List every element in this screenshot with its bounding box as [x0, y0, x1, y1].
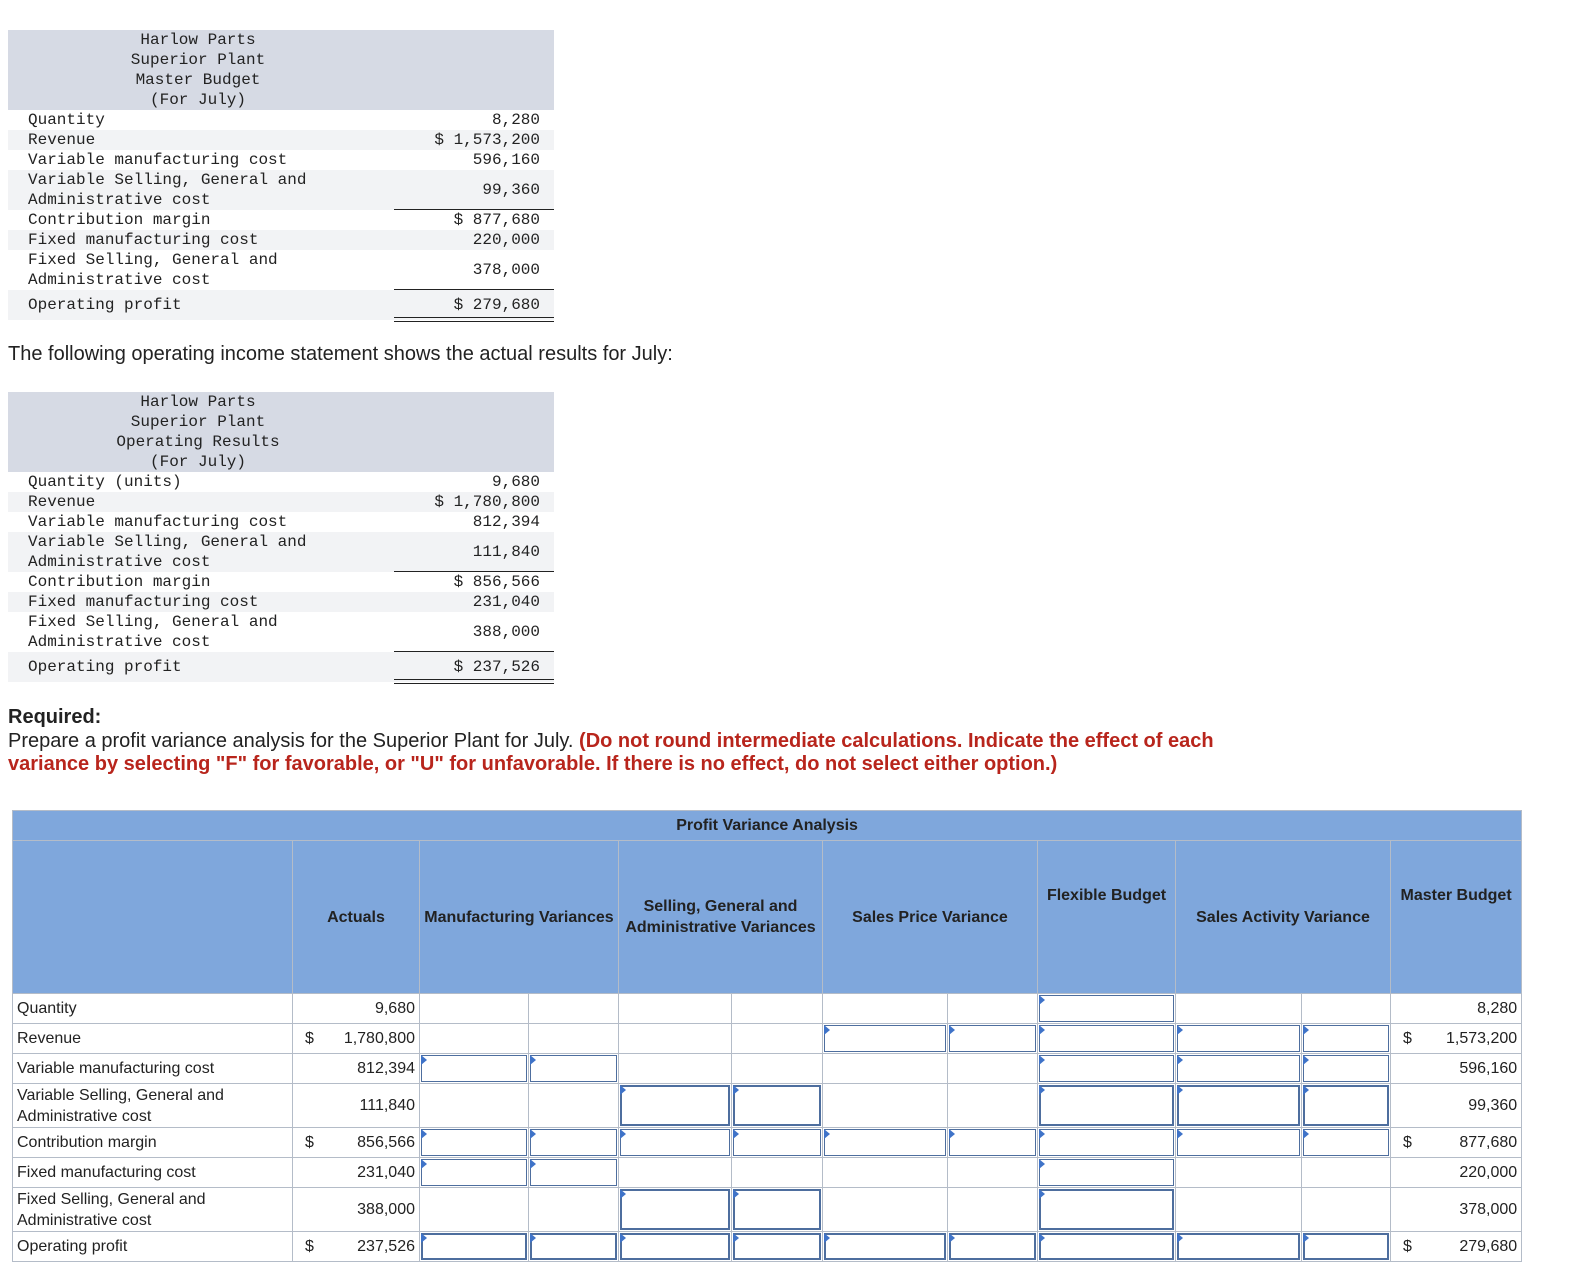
plant-name: Superior Plant	[130, 51, 266, 69]
manufacturing-fu-select[interactable]	[529, 1232, 619, 1262]
row-label: Contribution margin	[13, 1128, 293, 1158]
actual-value: 231,040	[327, 1158, 420, 1188]
master-sign: $	[1391, 1128, 1425, 1158]
sales-activity-variance-input[interactable]	[1176, 1024, 1302, 1054]
sales-price-variance-input[interactable]	[823, 1024, 948, 1054]
master-sign	[1391, 1158, 1425, 1188]
table-row	[13, 1128, 1522, 1158]
flexible-budget-input[interactable]	[1038, 1188, 1176, 1232]
statement-header	[8, 30, 388, 110]
table-row	[13, 1054, 1522, 1084]
table-title: Profit Variance Analysis	[13, 811, 1522, 841]
sga-fu-select[interactable]	[732, 1128, 823, 1158]
statement-row: Quantity 8,280	[28, 111, 540, 129]
col-sga-variances: Selling, General and Administrative Variances	[619, 841, 823, 994]
master-value: 220,000	[1425, 1158, 1522, 1188]
sales-price-fu-select[interactable]	[948, 1232, 1038, 1262]
manufacturing-fu-select[interactable]	[529, 1128, 619, 1158]
flexible-budget-input[interactable]	[1038, 1084, 1176, 1128]
statement-row: Variable manufacturing cost 812,394	[28, 513, 540, 531]
actual-sign: $	[293, 1232, 327, 1262]
intro-text: The following operating income statement shows the actual results for July:	[8, 343, 673, 365]
manufacturing-fu-select[interactable]	[529, 1158, 619, 1188]
statement-header	[8, 392, 388, 472]
table-row	[13, 1158, 1522, 1188]
sga-fu-select[interactable]	[732, 1188, 823, 1232]
statement-row: Operating profit $ 237,526	[8, 652, 554, 682]
manufacturing-variance-input[interactable]	[420, 1054, 529, 1084]
col-sales-activity-variance: Sales Activity Variance	[1176, 841, 1391, 994]
sales-price-fu-select[interactable]	[948, 1128, 1038, 1158]
master-budget-statement	[8, 30, 554, 320]
col-master-budget: Master Budget	[1391, 841, 1522, 994]
statement-row: Fixed manufacturing cost 231,040	[8, 592, 554, 612]
table-row	[13, 1084, 1522, 1128]
actual-sign	[293, 1158, 327, 1188]
actual-sign	[293, 1084, 327, 1128]
sales-activity-variance-input[interactable]	[1176, 1084, 1302, 1128]
actual-value: 111,840	[327, 1084, 420, 1128]
flexible-budget-input[interactable]	[1038, 1128, 1176, 1158]
sga-variance-input[interactable]	[619, 1232, 732, 1262]
row-label: Revenue	[13, 1024, 293, 1054]
sga-variance-input[interactable]	[619, 1128, 732, 1158]
master-value: 279,680	[1425, 1232, 1522, 1262]
col-manufacturing-variances: Manufacturing Variances	[420, 841, 619, 994]
flexible-budget-input[interactable]	[1038, 1024, 1176, 1054]
statement-title: Operating Results	[116, 433, 280, 451]
master-value: 378,000	[1425, 1188, 1522, 1232]
statement-row: Quantity (units) 9,680	[28, 473, 540, 491]
sga-fu-select[interactable]	[732, 1084, 823, 1128]
actual-value: 237,526	[327, 1232, 420, 1262]
table-row	[13, 994, 1522, 1024]
statement-period: (For July)	[149, 453, 246, 471]
statement-row: Revenue $ 1,573,200	[8, 130, 554, 150]
actual-value: 856,566	[327, 1128, 420, 1158]
col-flexible-budget: Flexible Budget	[1038, 841, 1176, 994]
table-row	[13, 1188, 1522, 1232]
actual-value: 9,680	[327, 994, 420, 1024]
row-label: Operating profit	[13, 1232, 293, 1262]
manufacturing-variance-input[interactable]	[420, 1158, 529, 1188]
sales-price-variance-input[interactable]	[823, 1232, 948, 1262]
sales-activity-fu-select[interactable]	[1302, 1084, 1391, 1128]
col-sales-price-variance: Sales Price Variance	[823, 841, 1038, 994]
actual-value: 812,394	[327, 1054, 420, 1084]
statement-row: Variable manufacturing cost 596,160	[28, 151, 540, 169]
sales-activity-variance-input[interactable]	[1176, 1232, 1302, 1262]
actual-value: 1,780,800	[327, 1024, 420, 1054]
flexible-budget-input[interactable]	[1038, 1054, 1176, 1084]
table-row	[13, 1024, 1522, 1054]
statement-title: Master Budget	[135, 71, 261, 89]
manufacturing-fu-select[interactable]	[529, 1054, 619, 1084]
sales-price-fu-select[interactable]	[948, 1024, 1038, 1054]
row-label: Quantity	[13, 994, 293, 1024]
flexible-budget-input[interactable]	[1038, 1158, 1176, 1188]
sales-activity-fu-select[interactable]	[1302, 1024, 1391, 1054]
master-sign	[1391, 1054, 1425, 1084]
master-sign: $	[1391, 1232, 1425, 1262]
master-value: 877,680	[1425, 1128, 1522, 1158]
company-name: Harlow Parts	[140, 393, 256, 411]
manufacturing-variance-input[interactable]	[420, 1128, 529, 1158]
statement-row: Variable Selling, General and Administrative cost 111,840	[8, 532, 554, 572]
actual-sign	[293, 994, 327, 1024]
header-blank	[13, 841, 293, 994]
required-prompt: Prepare a profit variance analysis for the Superior Plant for July.	[8, 730, 574, 752]
row-label: Variable manufacturing cost	[13, 1054, 293, 1084]
actual-sign	[293, 1188, 327, 1232]
sga-variance-input[interactable]	[619, 1084, 732, 1128]
master-value: 1,573,200	[1425, 1024, 1522, 1054]
row-label: Fixed Selling, General and Administrative cost	[13, 1188, 293, 1232]
profit-variance-table	[12, 810, 1522, 1262]
sales-activity-variance-input[interactable]	[1176, 1054, 1302, 1084]
statement-row: Contribution margin $ 856,566	[8, 572, 554, 592]
statement-row: Fixed Selling, General and Administrative cost 388,000	[28, 613, 540, 651]
manufacturing-variance-input[interactable]	[420, 1232, 529, 1262]
actual-value: 388,000	[327, 1188, 420, 1232]
statement-row: Revenue $ 1,780,800	[8, 492, 554, 512]
required-text	[8, 730, 1268, 776]
master-sign	[1391, 1188, 1425, 1232]
master-value: 99,360	[1425, 1084, 1522, 1128]
actual-sign	[293, 1054, 327, 1084]
required-heading: Required:	[8, 706, 102, 728]
table-row	[13, 1232, 1522, 1262]
statement-period: (For July)	[149, 91, 246, 109]
actual-results-statement	[8, 392, 554, 682]
row-label: Fixed manufacturing cost	[13, 1158, 293, 1188]
sales-activity-fu-select[interactable]	[1302, 1232, 1391, 1262]
sales-activity-fu-select[interactable]	[1302, 1128, 1391, 1158]
statement-row: Fixed Selling, General and Administrative cost 378,000	[28, 251, 540, 289]
sales-activity-fu-select[interactable]	[1302, 1054, 1391, 1084]
col-actuals: Actuals	[293, 841, 420, 994]
company-name: Harlow Parts	[140, 31, 256, 49]
required-instruction: (Do not round intermediate calculations. Indicate the effect of each variance by selecting "F" for favorable, or "U" for unfavorable. If there is no effect, do not select either option.)	[8, 730, 1214, 775]
sales-price-variance-input[interactable]	[823, 1128, 948, 1158]
row-label: Variable Selling, General and Administrative cost	[13, 1084, 293, 1128]
statement-row: Fixed manufacturing cost 220,000	[8, 230, 554, 250]
master-value: 596,160	[1425, 1054, 1522, 1084]
sga-fu-select[interactable]	[732, 1232, 823, 1262]
master-sign: $	[1391, 1024, 1425, 1054]
statement-row: Operating profit $ 279,680	[8, 290, 554, 320]
master-sign	[1391, 1084, 1425, 1128]
flexible-budget-input[interactable]	[1038, 1232, 1176, 1262]
flexible-budget-input[interactable]	[1038, 994, 1176, 1024]
master-value: 8,280	[1425, 994, 1522, 1024]
master-sign	[1391, 994, 1425, 1024]
statement-row: Variable Selling, General and Administrative cost 99,360	[8, 170, 554, 210]
statement-row: Contribution margin $ 877,680	[8, 210, 554, 230]
sales-activity-variance-input[interactable]	[1176, 1128, 1302, 1158]
actual-sign: $	[293, 1128, 327, 1158]
actual-sign: $	[293, 1024, 327, 1054]
sga-variance-input[interactable]	[619, 1188, 732, 1232]
plant-name: Superior Plant	[130, 413, 266, 431]
